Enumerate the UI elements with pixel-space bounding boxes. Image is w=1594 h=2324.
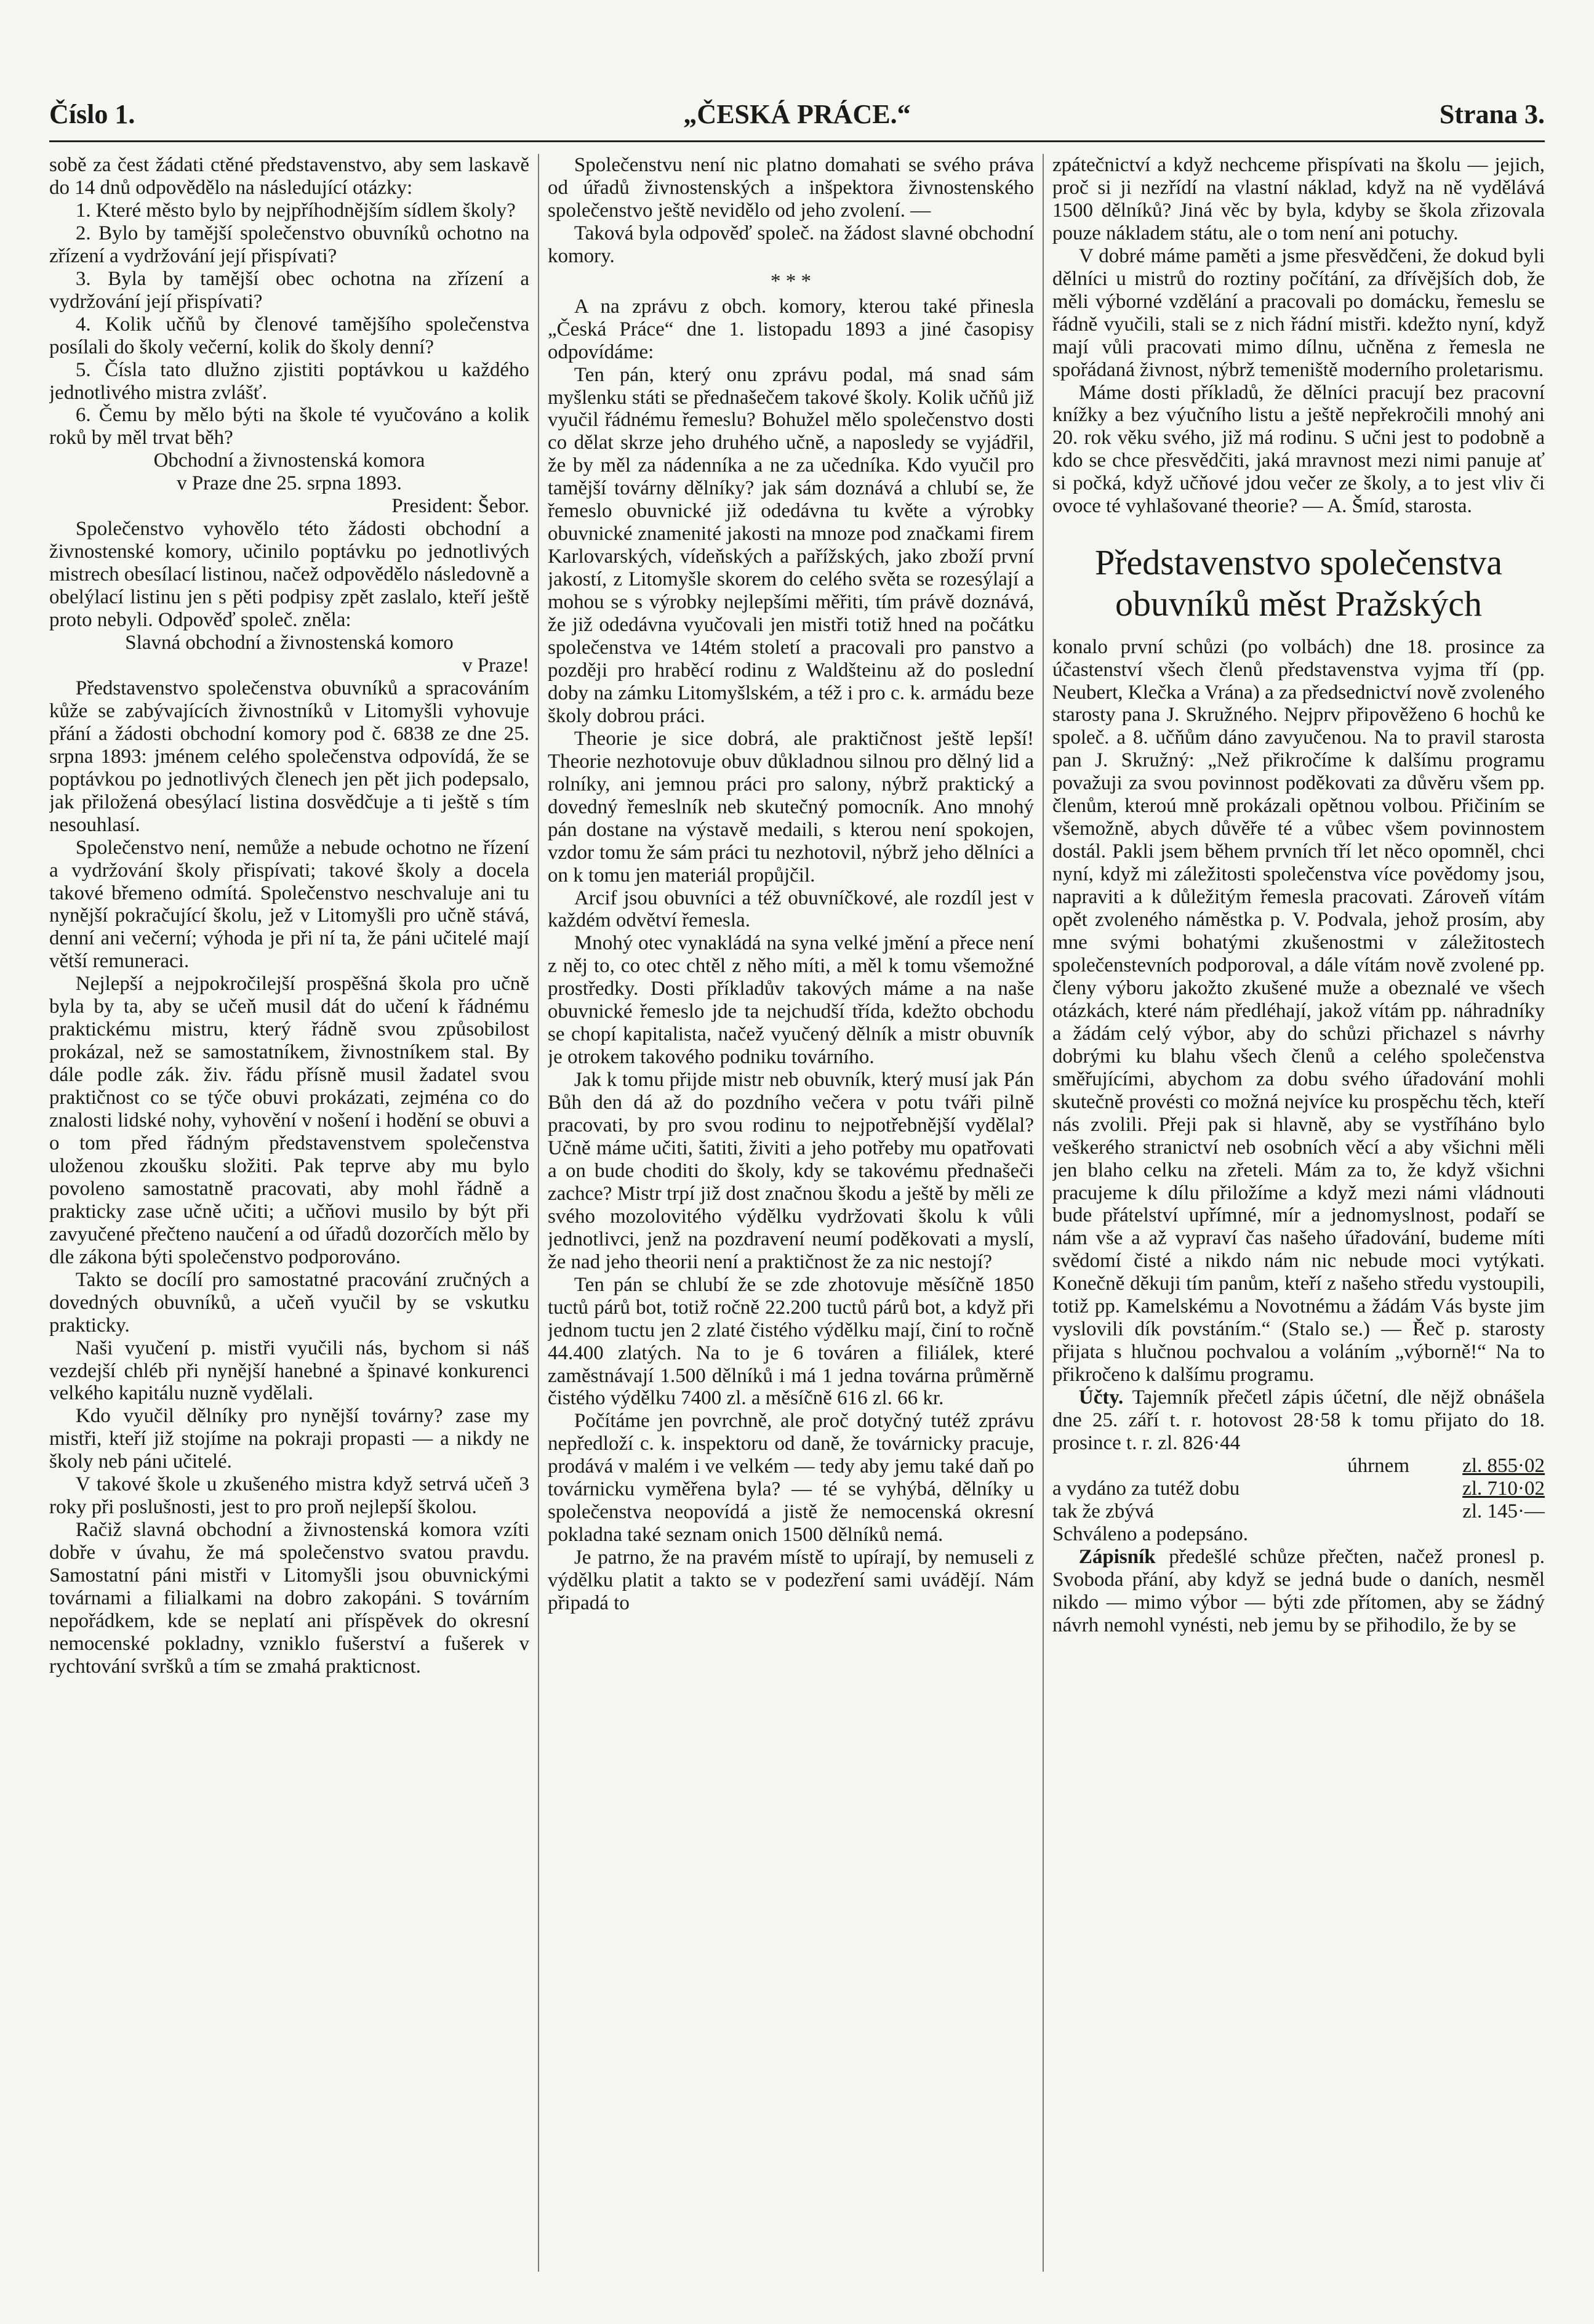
- question-6: 6. Čemu by mělo býti na škole té vyučováno a kolik roků by měl trvat běh?: [49, 404, 529, 449]
- paragraph: V takové škole u zkušeného mistra když setrvá učeň 3 roky při poslušnosti, jest to pro proň nejlepší školou.: [49, 1473, 529, 1519]
- paragraph: Arcif jsou obuvníci a též obuvníčkové, ale rozdíl jest v každém odvětví řemesla.: [548, 887, 1034, 932]
- table-cell: zl. 145·—: [1462, 1500, 1545, 1522]
- article-title-line: Představenstvo společenstva: [1094, 542, 1502, 583]
- question-2: 2. Bylo by tamější společenstvo obuvníků ochotno na zřízení a vydržování její přispívati?: [49, 222, 529, 267]
- page-header: [49, 92, 1545, 135]
- address-line: v Praze!: [462, 654, 529, 677]
- section-lead: Účty.: [1078, 1386, 1124, 1409]
- signature-line: v Praze dne 25. srpna 1893.: [177, 472, 402, 495]
- paragraph: Ten pán, který onu zprávu podal, má snad sám myšlenku státi se přednašečem takové školy. Kolik učňů již vyučil řádnému řemeslu? Bohužel mělo společenstvo dosti co dělat skrze jeho druhého učně, a naposledy se vyjádřil, že by měl za nádenníka a ne za učedníka. Kdo vyučil pro tamější továrny dělníky? jak sám doznává a chlubí se, že řemeslo obuvnické již odedávna tu květe a výrobky obuvnické znamenité jakosti na mnoze pod značkami firem Karlovarských, vídeňských a pařížských, jako zboží první jakostí, z Litomyšle skorem do celého světa se rozesýlají a mohou se s výrobky nejlepšími měřiti, tím právě doznává, že již odedávna vyučovali jen mistři totiž hned na počátku společenstva ve 14tém století a pracovali pro panstvo a později pro hraběcí rodinu z Waldšteinu až do poslední doby na zámku Litomyšlském, a též i pro c. k. armádu beze školy dobrou práci.: [548, 363, 1034, 727]
- paragraph: Představenstvo společenstva obuvníků a spracováním kůže se zabývajících živnostníků v Litomyšli vyhovuje přání a žádosti obchodní komory pod č. 6838 ze dne 25. srpna 1893: jménem celého společenstva odpovídá, že se poptávkou po jednotlivých členech jen pět jich podepsalo, jak přiložená obesýlací listina dosvědčuje a ti ještě s tím nesouhlasí.: [49, 677, 529, 836]
- paragraph: Račiž slavná obchodní a živnostenská komora vzíti dobře v úvahu, že má společenstvo svatou pravdu. Samostatní páni mistři v Litomyšli jsou obuvnickými továrnami a filialkami na dobro zakopáni. S továrním nepořádkem, kde se neplatí ani příspěvek do okresní nemocenské pokladny, vzniklo fušerství a fušerek v rychtování svršků a tím se zmahá prakticnost.: [49, 1519, 529, 1678]
- column-1: [49, 154, 529, 2302]
- table-row: [1052, 1478, 1545, 1500]
- accounts-table: [1052, 1455, 1545, 1523]
- paragraph: Naši vyučení p. mistři vyučili nás, bychom si náš vezdejší chléb při nynější hanebné a špinavé konkurenci velkého kapitálu nuzně vydělali.: [49, 1337, 529, 1405]
- paragraph: Počítáme jen povrchně, ale proč dotyčný tutéž zprávu nepředloží c. k. inspektoru od daně, že továrnicky pracuje, prodává v malém i ve velkém — tedy aby jemu také daň po továrnicku vyměřena byla? — té se vyhýbá, dělníky u společenstva neopovídá a jistě že nemocenská okresní pokladna také seznam onich 1500 dělníků nemá.: [548, 1410, 1034, 1546]
- page-number: Strana 3.: [1439, 99, 1545, 129]
- paragraph: Mnohý otec vynakládá na syna velké jmění a přece není z něj to, co otec chtěl z něho míti, a měl k tomu všemožné prostředky. Dosti příkladův takových máme a na naše obuvnické řemeslo jde ta nejchudší třída, kdežto obchodu se chopí kapitalista, načež vyučený dělník a mistr obuvník je otrokem takového podniku továrního.: [548, 932, 1034, 1069]
- issue-number: Číslo 1.: [49, 99, 135, 129]
- article-title: [1052, 542, 1545, 624]
- masthead-title: „ČESKÁ PRÁCE.“: [683, 99, 911, 129]
- column-2: [548, 154, 1034, 2302]
- table-cell: zl. 855·02: [1462, 1454, 1545, 1477]
- minutes-text: předešlé schůze přečten, načež pronesl p. Svoboda přání, aby když se jedná bude o daních, nesměl nikdo — mimo výbor — býti zde přítomen, aby se žádný návrh nemohl vynésti, neb jemu by se přihodilo, že by se: [1052, 1545, 1545, 1636]
- table-row: [1052, 1455, 1545, 1478]
- paragraph: Máme dosti příkladů, že dělníci pracují bez pracovní knížky a bez výučního listu a ještě nepřekročili mnohý ani 20. rok věku svého, již má rodinu. S učni jest to podobně a kdo se chce přesvědčiti, jaká mravnost mezi nimi panuje ať si počká, když učňové jdou večer ze školy, a to jest vliv či ovoce té vyhlašované theorie? — A. Šmíd, starosta.: [1052, 381, 1545, 518]
- paragraph: Nejlepší a nejpokročilejší prospěšná škola pro učně byla by ta, aby se učeň musil dát do učení k řádnému praktickému mistru, který řádně svou způsobilost prokázal, než se samostatníkem, živnostníkem stal. By dále podle zák. živ. řádu přísně musil žadatel svou praktičnost co se týče obuvi prokázati, zejména co do znalosti lidské nohy, vyhovění v nošení i hodění se obuvi a o tom před řádným představenstvem společenstva uloženou zkoušku složiti. Pak teprve aby mu bylo povoleno samostatně pracovati, aby mohl řádně a prakticky zase učně učiti; a učňovi musilo by být při zavyučené přečteno naučení a od úřadů dozorčích mělo by dle zákona býti společenstvo podporováno.: [49, 973, 529, 1268]
- paragraph: Společenstvu není nic platno domahati se svého práva od úřadů živnostenských a inšpektora živnostenského společenstvo ještě nevidělo od jeho zvolení. —: [548, 154, 1034, 222]
- question-4: 4. Kolik učňů by členové tamějšího společenstva posílali do školy večerní, kolik do školy denní?: [49, 313, 529, 358]
- question-5: 5. Čísla tato dlužno zjistiti poptávkou u každého jednotlivého mistra zvlášť.: [49, 358, 529, 404]
- table-cell: a vydáno za tutéž dobu: [1052, 1477, 1240, 1500]
- paragraph: zpátečnictví a když nechceme přispívati na školu — jejich, proč si ji nezřídí na vlastní náklad, když na ně vydělává 1500 dělníků? Jiná věc by byla, kdyby se škola zřizovala pouze nákladem státu, ale o tom není ani potuchy.: [1052, 154, 1545, 244]
- paragraph: Je patrno, že na pravém místě to upírají, by nemuseli z výdělku platit a takto se v podezření sami uvádějí. Nám připadá to: [548, 1546, 1034, 1615]
- section-lead: Zápisník: [1078, 1545, 1156, 1568]
- signature-line: Obchodní a živnostenská komora: [153, 449, 425, 472]
- paragraph: Společenstvo vyhovělo této žádosti obchodní a živnostenské komory, učinilo poptávku po jednotlivých mistrech obesílací listinou, načež odpovědělo následovně a obelýlací listinu jen s pěti podpisy zpět zaslalo, kteří ještě proto nebyli. Odpověď společ. zněla:: [49, 518, 529, 632]
- paragraph: A na zprávu z obch. komory, kterou také přinesla „Česká Práce“ dne 1. listopadu 1893 a jiné časopisy odpovídáme:: [548, 295, 1034, 363]
- address-line: Slavná obchodní a živnostenská komoro: [125, 632, 454, 654]
- column-divider: [538, 154, 539, 2272]
- table-cell: úhrnem: [1347, 1454, 1409, 1477]
- table-cell: tak že zbývá: [1052, 1500, 1154, 1522]
- question-3: 3. Byla by tamější obec ochotna na zřízení a vydržování její přispívati?: [49, 267, 529, 313]
- section-separator: * * *: [771, 270, 811, 292]
- paragraph: Taková byla odpověď společ. na žádost slavné obchodní komory.: [548, 222, 1034, 267]
- accounts-text: Tajemník přečetl zápis účetní, dle nějž obnášela dne 25. září t. r. hotovost 28·58 k tomu přijato do 18. prosince t. r. zl. 826·44: [1052, 1386, 1545, 1454]
- signature-line: President: Šebor.: [391, 495, 529, 518]
- column-divider: [1043, 154, 1044, 2272]
- paragraph: V dobré máme paměti a jsme přesvědčeni, že dokud byli dělníci u mistrů do roztiny počítání, za dřívějších dob, že měli výborné vzdělání a pracovali po domácku, řemeslu se řádně vyučili, stali se z nich řádní mistři. kdežto nyní, když mají vůli pracovati mimo dílnu, učněna z řemesla ne spořádaná živnost, nýbrž temeniště moderního proletarismu.: [1052, 244, 1545, 381]
- paragraph: Takto se docílí pro samostatné pracování zručných a dovedných obuvníků, a učeň vyučil by se vskutku prakticky.: [49, 1268, 529, 1337]
- article-title-line: obuvníků měst Pražských: [1115, 583, 1483, 624]
- column-3: [1052, 154, 1545, 2302]
- paragraph: Společenstvo není, nemůže a nebude ochotno ne řízení a vydržování školy přispívati; takové školy a docela takové břemeno odmítá. Společenstvo neschvaluje ani tu nynější pokračující školu, jež v Litomyšli pro učně stává, denní ani večerní; výhoda je při ní ta, že páni učitelé mají větší remuneraci.: [49, 836, 529, 973]
- paragraph: Ten pán se chlubí že se zde zhotovuje měsíčně 1850 tuctů párů bot, totiž ročně 22.200 tuctů párů bot, a když při jednom tuctu jen 2 zlaté čistého výdělku mají, činí to ročně 44.400 zlatých. Na to je 6 továren a filiálek, které zaměstnávají 1.500 dělníků i má 1 jedna továrna průměrně čistého výdělku 7400 zl. a měsíčně 616 zl. 66 kr.: [548, 1273, 1034, 1410]
- paragraph: sobě za čest žádati ctěné představenstvo, aby sem laskavě do 14 dnů odpovědělo na následující otázky:: [49, 154, 529, 199]
- paragraph: Kdo vyučil dělníky pro nynější továrny? zase my mistři, kteří již stojíme na pokraji propasti — a nikdy ne školy neb páni učitelé.: [49, 1405, 529, 1473]
- paragraph: Schváleno a podepsáno.: [1052, 1522, 1248, 1545]
- header-rule: [49, 140, 1545, 142]
- table-row: [1052, 1500, 1545, 1523]
- paragraph: Jak k tomu přijde mistr neb obuvník, který musí jak Pán Bůh den dá až do pozdního večera v potu tváři pilně pracovati, by pro svou rodinu to nejpotřebnější vydělal? Učně máme učiti, šatiti, živiti a jeho potřeby mu opatřovati a on bude choditi do školy, kdy se takovému přednašeči zachce? Mistr trpí již dost značnou škodu a ještě by měli ze svého mozolovitého výdělku vydržovati školu k vůli jednotlivci, jenž na pozdravení neumí poděkovati a myslí, že nad jeho theorii není a praktičnost že za nic nestojí?: [548, 1069, 1034, 1273]
- question-1: 1. Které město bylo by nejpříhodnějším sídlem školy?: [75, 199, 516, 222]
- paragraph: Theorie je sice dobrá, ale praktičnost ještě lepší! Theorie nezhotovuje obuv důkladnou silnou pro dělný lid a rolníky, ani jemnou práci pro salony, nýbrž praktický a dovedný řemeslník neb skutečný pomocník. Ano mnohý pán dostane na výstavě medaili, s kterou není spokojen, vzdor tomu že sám práci tu nezhotovil, nýbrž jeho dělníci a on k tomu jen materiál propůjčil.: [548, 727, 1034, 887]
- paragraph: konalo první schůzi (po volbách) dne 18. prosince za účastenství všech členů představenstva vyjma tří (pp. Neubert, Klečka a Vrána) a za předsednictví nově zvoleného starosty pana J. Skružného. Nejprv připověženo 6 hochů ke společ. a 8. učňům dáno zavyučenou. Na to pravil starosta pan J. Skružný: „Než přikročíme k dalšímu programu považuji za svou povinnost poděkovati za důvěru všem pp. členům, kteroú mně prokázali opětnou volbou. Přičiním se všemožně, abych důvěře té a vůbec všem povinnostem dostál. Pakli jsem během prvních tří let něco opomněl, chci nyní, když mi záležitosti společenstva více povědomy jsou, napraviti a k důležitým řemesla pracovati. Zároveň vítám opět zvoleného náměstka p. V. Podvala, jehož prosím, aby mne svými bohatými zkušenostmi v záležitostech společenstevních podporoval, a dále vítám nově zvolené pp. členy výboru jakožto zkušené muže a obeznalé ve všech otázkách, které nám předléhají, jakož vítám pp. náhradníky a žádám celý výbor, aby do schůzi přichazel s návrhy dobrými ku blahu všech členů a celého společenstva směřujícími, abychom za dobu svého úřadování mohli skutečně provésti co možná nejvíce ku prospěchu těch, kteří nás zvolili. Přeji pak si hlavně, aby se vystříháno bylo veškerého stranictví neb osobních věcí a aby všichni měli jen blaho celku na zřeteli. Mám za to, že když všichni pracujeme k dílu přiložíme a když mezi námi vládnouti bude přátelství upřímné, mír a jednomyslnost, podaří se nám vše a až vypraví čas našeho úřadování, budeme míti svědomí čisté a nikdo nám nic nebude moci vytýkati. Konečně děkuji tím panům, kteří z našeho středu vystoupili, totiž pp. Kamelskému a Novotnému a žádám Vás byste jim vyslovili dík povstáním.“ (Stalo se.) — Řeč p. starosty přijata s hlučnou pochvalou a voláním „výborně!“ Na to přikročeno k dalšímu programu.: [1052, 635, 1545, 1386]
- table-cell: zl. 710·02: [1462, 1477, 1545, 1500]
